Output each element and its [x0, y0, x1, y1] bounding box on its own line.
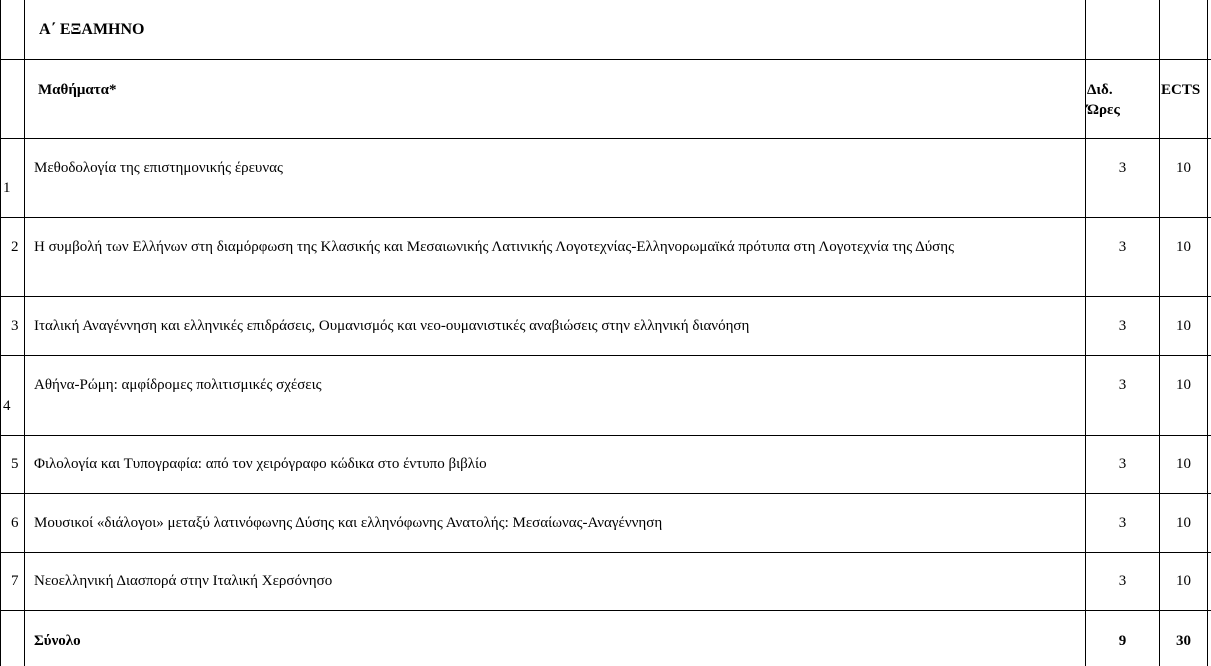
course-title: Ιταλική Αναγέννηση και ελληνικές επιδράσεις, Ουμανισμός και νεο-ουμανιστικές αναβιώσεις στην ελληνική διανόηση — [34, 318, 750, 334]
course-ects: 10 — [1176, 573, 1191, 589]
course-title: Μουσικοί «διάλογοι» μεταξύ λατινόφωνης Δύσης και ελληνόφωνης Ανατολής: Μεσαίωνας-Αναγέννηση — [34, 515, 663, 531]
course-title: Φιλολογία και Τυπογραφία: από τον χειρόγραφο κώδικα στο έντυπο βιβλίο — [34, 456, 487, 472]
course-ects: 10 — [1176, 377, 1191, 393]
course-title: Νεοελληνική Διασπορά στην Ιταλική Χερσόνησο — [34, 573, 333, 589]
course-hours: 3 — [1118, 377, 1127, 393]
total-hours: 9 — [1118, 633, 1127, 649]
table-border-right — [1207, 0, 1208, 666]
row-number: 4 — [3, 398, 11, 414]
course-hours: 3 — [1118, 239, 1127, 255]
header-ects: ECTS — [1161, 82, 1201, 98]
course-ects: 10 — [1176, 160, 1191, 176]
row-divider — [0, 59, 1211, 60]
row-divider — [0, 217, 1211, 218]
row-divider — [0, 610, 1211, 611]
course-hours: 3 — [1118, 318, 1127, 334]
row-divider — [0, 493, 1211, 494]
row-number: 6 — [11, 515, 19, 531]
row-divider — [0, 552, 1211, 553]
course-ects: 10 — [1176, 318, 1191, 334]
total-ects: 30 — [1176, 633, 1191, 649]
course-title: Αθήνα-Ρώμη: αμφίδρομες πολιτισμικές σχέσεις — [34, 377, 322, 393]
course-ects: 10 — [1176, 515, 1191, 531]
course-ects: 10 — [1176, 239, 1191, 255]
row-divider — [0, 296, 1211, 297]
row-number: 2 — [11, 239, 19, 255]
course-hours: 3 — [1118, 573, 1127, 589]
row-divider — [0, 355, 1211, 356]
row-divider — [0, 138, 1211, 139]
row-divider — [0, 435, 1211, 436]
row-number: 3 — [11, 318, 19, 334]
row-number: 7 — [11, 573, 19, 589]
semester-title: Α΄ ΕΞΑΜΗΝΟ — [39, 21, 145, 38]
course-title: Η συμβολή των Ελλήνων στη διαμόρφωση της Κλασικής και Μεσαιωνικής Λατινικής Λογοτεχνίας-Ελληνορωμαϊκά πρότυπα στη Λογοτεχνία της Δύσης — [34, 239, 955, 255]
row-number: 5 — [11, 456, 19, 472]
header-hours: Διδ. Ώρες — [1087, 82, 1120, 118]
table-border-left — [0, 0, 1, 666]
course-ects: 10 — [1176, 456, 1191, 472]
course-title: Μεθοδολογία της επιστημονικής έρευνας — [34, 160, 283, 176]
course-hours: 3 — [1118, 515, 1127, 531]
column-divider-number — [24, 0, 25, 666]
course-hours: 3 — [1118, 456, 1127, 472]
course-hours: 3 — [1118, 160, 1127, 176]
total-label: Σύνολο — [34, 633, 81, 649]
row-number: 1 — [3, 180, 11, 196]
header-courses: Μαθήματα* — [38, 82, 117, 98]
